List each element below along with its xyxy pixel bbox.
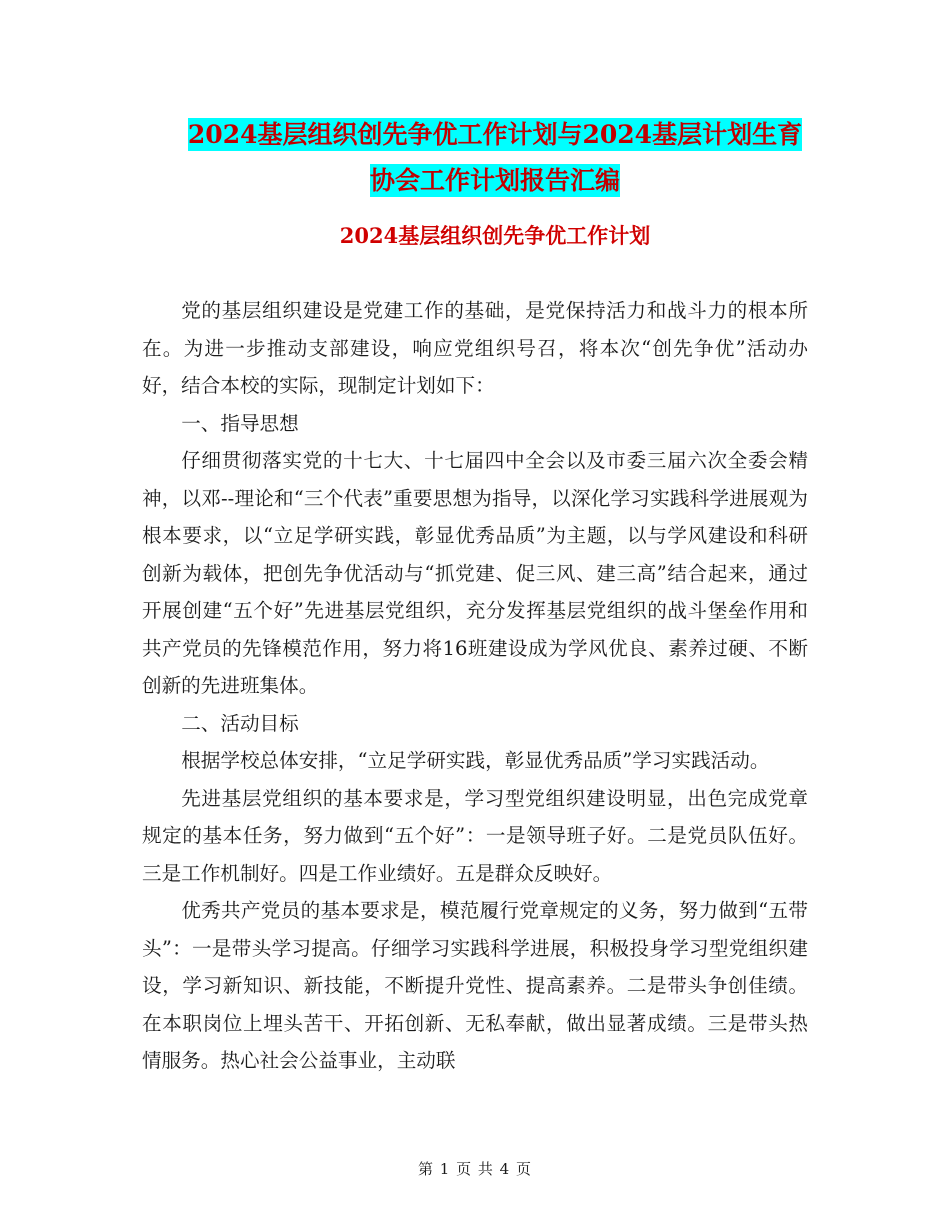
paragraph-guiding-ideology: 仔细贯彻落实党的十七大、十七届四中全会以及市委三届六次全委会精神，以邓--理论和“三个代表”重要思想为指导，以深化学习实践科学进展观为根本要求，以“立足学研实践，彰显优秀品质”为主题，以与学风建设和科研创新为载体，把创先争优活动与“抓党建、促三风、建三高”结合起来，通过开展创建“五个好”先进基层党组织，充分发挥基层党组织的战斗堡垒作用和共产党员的先锋模范作用，努力将16班建设成为学风优良、素养过硬、不断创新的先进班集体。 xyxy=(142,449,808,697)
heading-activity-goals: 二、活动目标 xyxy=(181,711,299,735)
title-line-1: 2024基层组织创先争优工作计划与2024基层计划生育 xyxy=(187,120,803,149)
document-body xyxy=(142,292,808,1080)
page-number: 第 1 页 共 4 页 xyxy=(418,1160,532,1178)
paragraph-excellent-member: 优秀共产党员的基本要求是，模范履行党章规定的义务，努力做到“五带头”：一是带头学习提高。仔细学习实践科学进展，积极投身学习型党组织建设，学习新知识、新技能，不断提升党性、提高素养。二是带头争创佳绩。在本职岗位上埋头苦干、开拓创新、无私奉献，做出显著成绩。三是带头热情服务。热心社会公益事业，主动联 xyxy=(142,899,808,1072)
paragraph-advanced-organization: 先进基层党组织的基本要求是，学习型党组织建设明显，出色完成党章规定的基本任务，努力做到“五个好”：一是领导班子好。二是党员队伍好。三是工作机制好。四是工作业绩好。五是群众反映好。 xyxy=(142,786,808,885)
paragraph-intro: 党的基层组织建设是党建工作的基础，是党保持活力和战斗力的根本所在。为进一步推动支部建设，响应党组织号召，将本次“创先争优”活动办好，结合本校的实际，现制定计划如下： xyxy=(142,299,808,397)
heading-guiding-ideology: 一、指导思想 xyxy=(181,411,299,435)
document-title xyxy=(140,112,850,204)
title-line-2: 协会工作计划报告汇编 xyxy=(369,166,620,195)
paragraph-activity-arrangement: 根据学校总体安排，“立足学研实践，彰显优秀品质”学习实践活动。 xyxy=(181,749,770,772)
section-title: 2024基层组织创先争优工作计划 xyxy=(339,223,651,248)
